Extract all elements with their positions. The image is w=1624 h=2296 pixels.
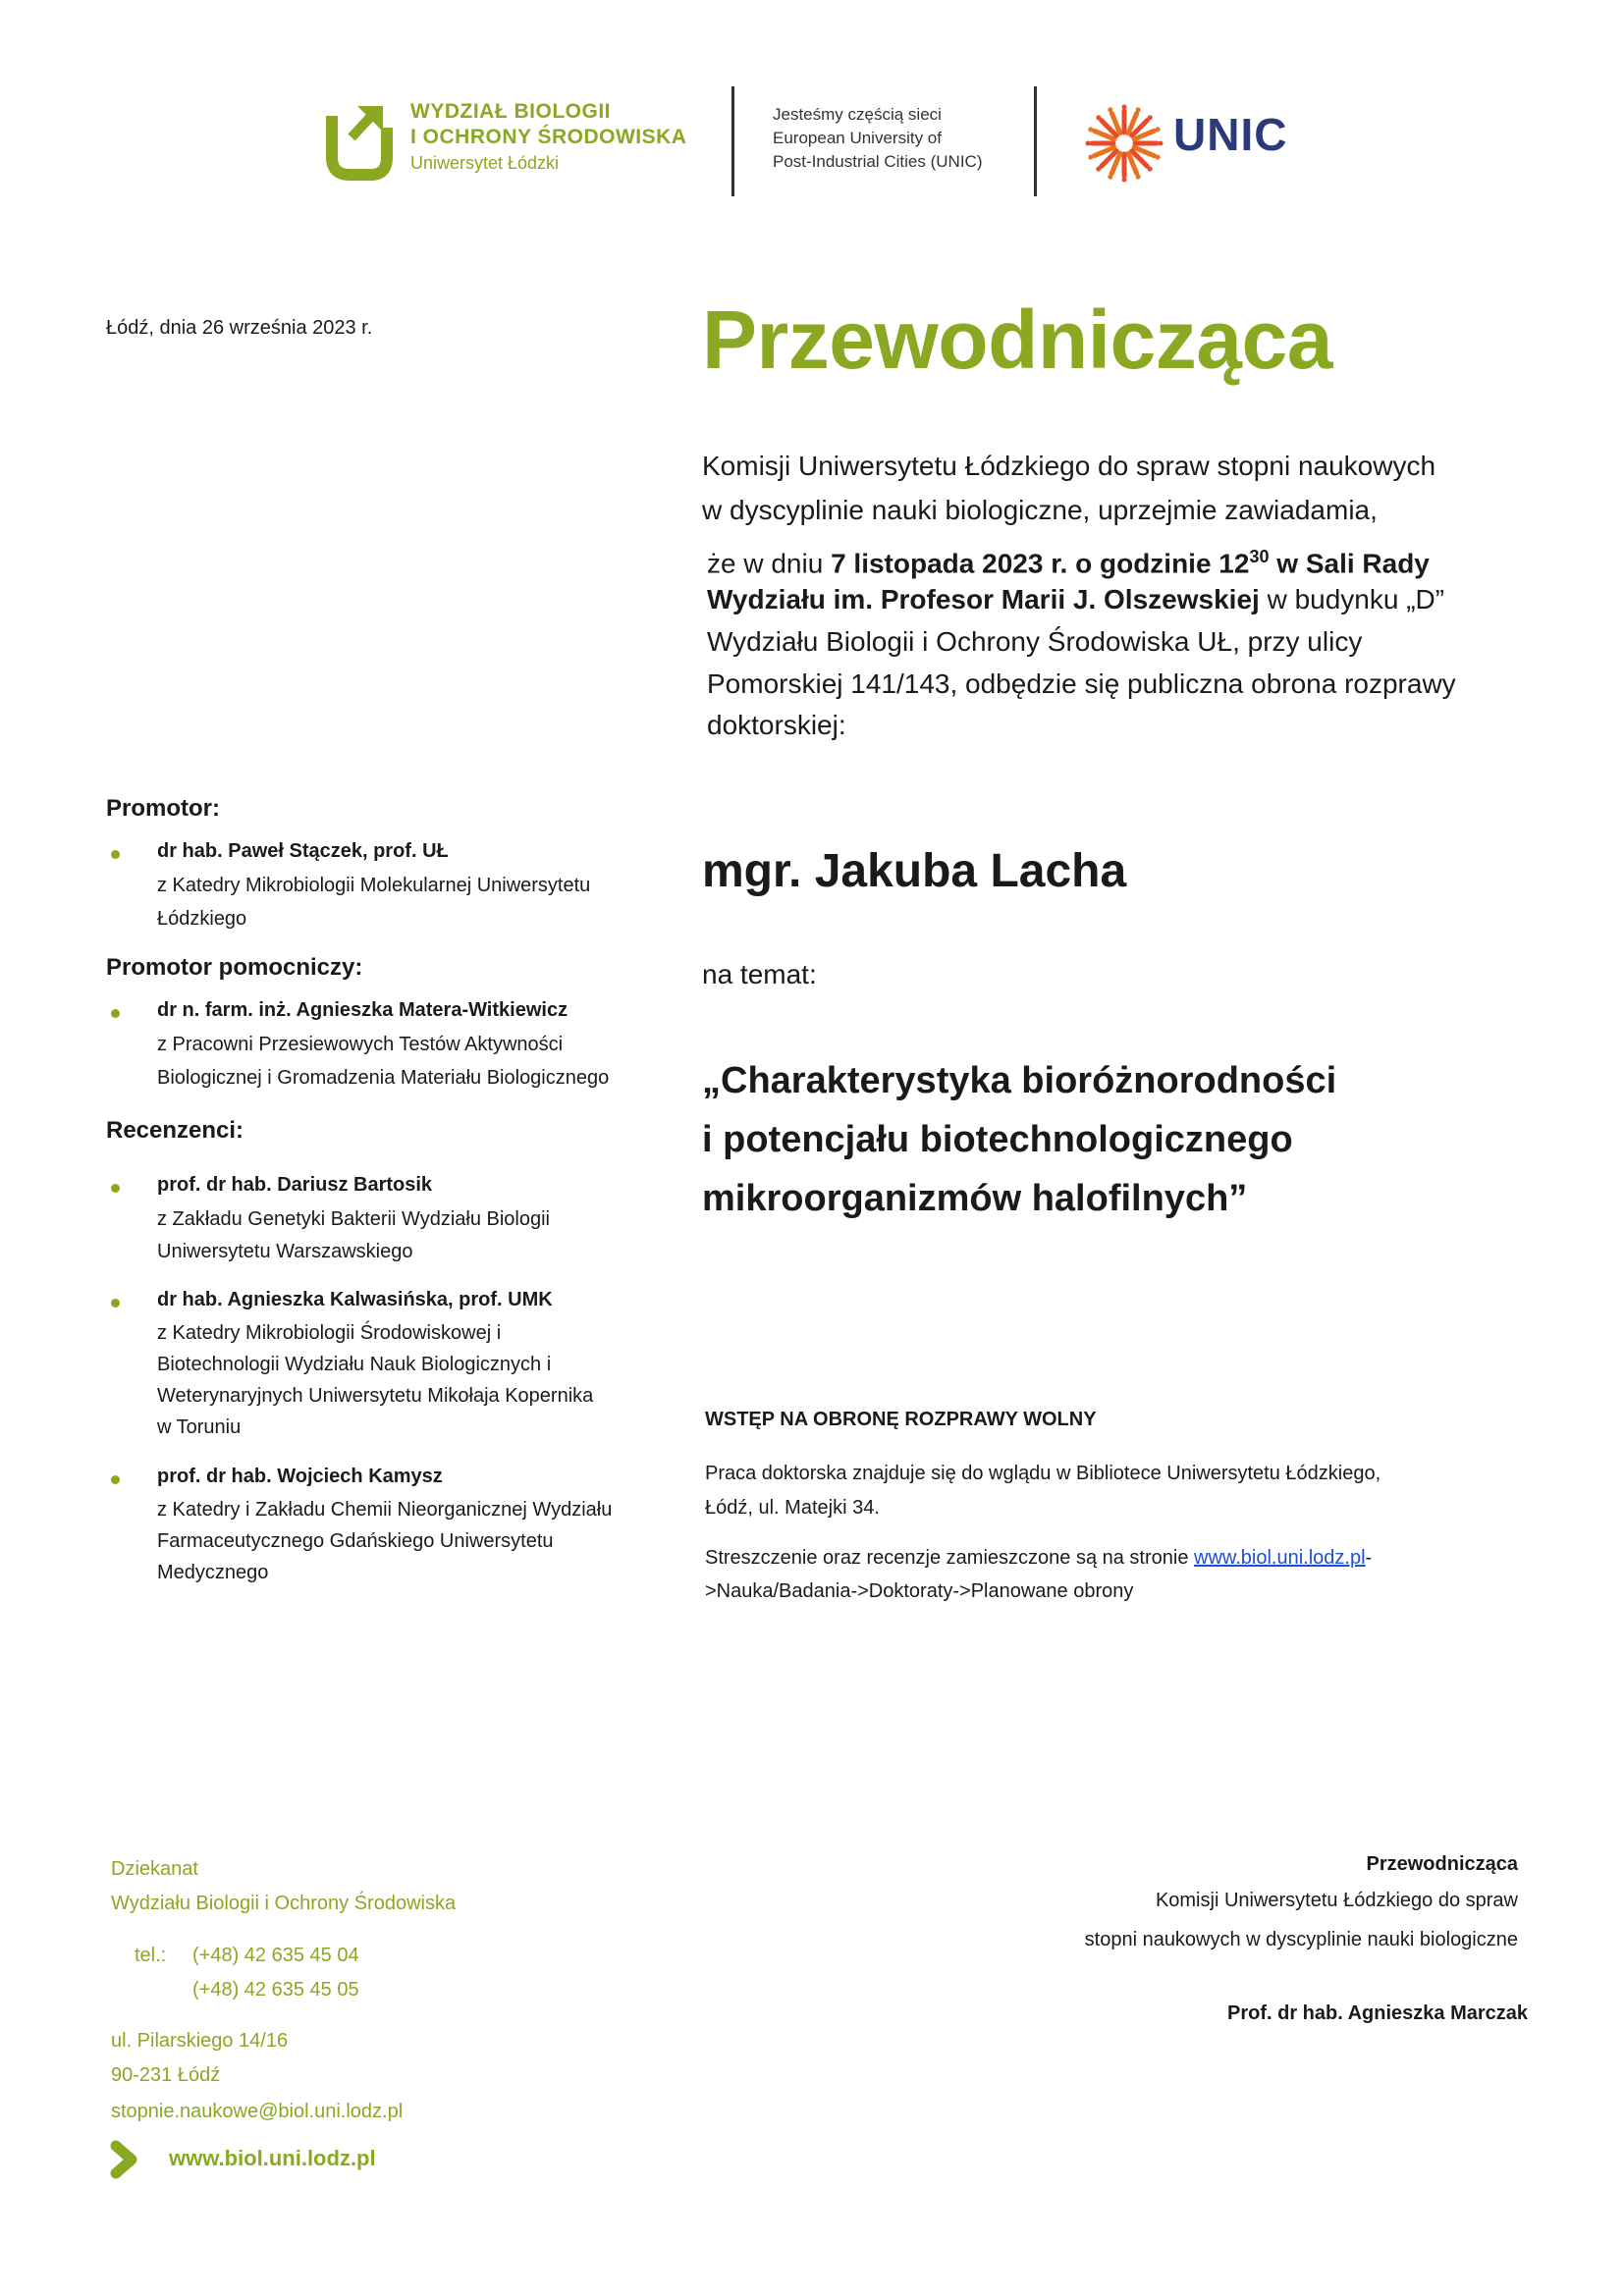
footer-tel-label: tel.: bbox=[135, 1945, 167, 1966]
reviewer-2-affiliation-4: w Toruniu bbox=[157, 1416, 242, 1438]
thesis-availability-line-1: Praca doktorska znajduje się do wglądu w Bibliotece Uniwersytetu Łódzkiego, bbox=[705, 1463, 1381, 1484]
reviewers-heading: Recenzenci: bbox=[106, 1117, 244, 1144]
thesis-title-line-2: i potencjału biotechnologicznego bbox=[702, 1119, 1293, 1160]
faculty-name-line2: I OCHRONY ŚRODOWISKA bbox=[410, 126, 687, 148]
intro-line-3 bbox=[707, 540, 1430, 580]
assistant-affiliation-1: z Pracowni Przesiewowych Testów Aktywności bbox=[157, 1034, 564, 1055]
reviewer-1-affiliation-1: z Zakładu Genetyki Bakterii Wydziału Biologii bbox=[157, 1208, 550, 1230]
university-name: Uniwersytet Łódzki bbox=[410, 153, 560, 173]
intro-line-7: doktorskiej: bbox=[707, 710, 846, 740]
footer-faculty-name: Wydziału Biologii i Ochrony Środowiska bbox=[111, 1893, 457, 1914]
bullet-icon bbox=[111, 1184, 120, 1193]
thesis-title-line-1: „Charakterystyka bioróżnorodności bbox=[702, 1060, 1337, 1101]
header-divider-2 bbox=[1034, 86, 1037, 196]
assistant-promotor-heading: Promotor pomocniczy: bbox=[106, 954, 363, 981]
reviewer-2-affiliation-1: z Katedry Mikrobiologii Środowiskowej i bbox=[157, 1322, 502, 1344]
signature-commission-line-2: stopni naukowych w dyscyplinie nauki biologiczne bbox=[1084, 1929, 1518, 1950]
unic-logo-text: UNIC bbox=[1173, 109, 1288, 160]
unic-line-2: European University of bbox=[773, 129, 942, 147]
unic-line-1: Jesteśmy częścią sieci bbox=[773, 105, 942, 124]
intro-line-4 bbox=[707, 583, 1444, 616]
reviewer-1-affiliation-2: Uniwersytetu Warszawskiego bbox=[157, 1241, 413, 1262]
candidate-name: mgr. Jakuba Lacha bbox=[702, 845, 1127, 897]
thesis-title-line-3: mikroorganizmów halofilnych” bbox=[702, 1178, 1248, 1219]
defense-time-minutes: 30 bbox=[1249, 547, 1270, 566]
unic-line-3: Post-Industrial Cities (UNIC) bbox=[773, 152, 983, 171]
bullet-icon bbox=[111, 850, 120, 859]
summary-prefix: Streszczenie oraz recenzje zamieszczone są na stronie bbox=[705, 1547, 1195, 1569]
faculty-name-line1: WYDZIAŁ BIOLOGII bbox=[410, 100, 611, 123]
intro-line-6: Pomorskiej 141/143, odbędzie się publiczna obrona rozprawy bbox=[707, 668, 1456, 699]
unic-membership-text bbox=[773, 103, 983, 174]
free-entry-note: WSTĘP NA OBRONĘ ROZPRAWY WOLNY bbox=[705, 1409, 1097, 1430]
reviewer-3-affiliation-3: Medycznego bbox=[157, 1562, 269, 1583]
assistant-promotor-name: dr n. farm. inż. Agnieszka Matera-Witkiewicz bbox=[157, 999, 568, 1021]
date-line: Łódź, dnia 26 września 2023 r. bbox=[106, 317, 373, 339]
signature-title: Przewodnicząca bbox=[1366, 1853, 1518, 1875]
thesis-availability-line-2: Łódź, ul. Matejki 34. bbox=[705, 1497, 880, 1519]
signature-commission-line-1: Komisji Uniwersytetu Łódzkiego do spraw bbox=[1155, 1890, 1518, 1911]
footer-phone-1: (+48) 42 635 45 04 bbox=[192, 1945, 359, 1966]
faculty-logo-icon bbox=[324, 98, 395, 181]
bullet-icon bbox=[111, 1299, 120, 1308]
reviewer-3-name: prof. dr hab. Wojciech Kamysz bbox=[157, 1466, 443, 1487]
intro-line-3-prefix: że w dniu bbox=[707, 548, 832, 579]
intro-line-5: Wydziału Biologii i Ochrony Środowiska UŁ, przy ulicy bbox=[707, 626, 1363, 657]
footer-address-city: 90-231 Łódź bbox=[111, 2064, 221, 2086]
reviewer-2-affiliation-3: Weterynaryjnych Uniwersytetu Mikołaja Kopernika bbox=[157, 1385, 594, 1407]
bullet-icon bbox=[111, 1009, 120, 1018]
summary-line-1 bbox=[705, 1541, 1372, 1575]
faculty-logo bbox=[324, 98, 697, 187]
promotor-affiliation-2: Łódzkiego bbox=[157, 908, 247, 930]
assistant-affiliation-2: Biologicznej i Gromadzenia Materiału Biologicznego bbox=[157, 1067, 610, 1089]
defense-date: 7 listopada 2023 r. o godzinie 12 bbox=[831, 548, 1250, 579]
signatory-name: Prof. dr hab. Agnieszka Marczak bbox=[1226, 2002, 1528, 2024]
footer-website-link[interactable]: www.biol.uni.lodz.pl bbox=[169, 2146, 376, 2170]
arrow-right-icon bbox=[110, 2140, 145, 2179]
summary-line-2: >Nauka/Badania->Doktoraty->Planowane obrony bbox=[705, 1580, 1134, 1602]
footer-phone-2: (+48) 42 635 45 05 bbox=[192, 1979, 359, 2001]
reviewer-3-affiliation-1: z Katedry i Zakładu Chemii Nieorganicznej Wydziału bbox=[157, 1499, 613, 1521]
promotor-heading: Promotor: bbox=[106, 795, 220, 822]
summary-dash: - bbox=[1365, 1547, 1373, 1569]
reviewer-2-name: dr hab. Agnieszka Kalwasińska, prof. UMK bbox=[157, 1289, 553, 1310]
defense-hall-name: Wydziału im. Profesor Marii J. Olszewskiej bbox=[707, 584, 1260, 614]
reviewer-1-name: prof. dr hab. Dariusz Bartosik bbox=[157, 1174, 433, 1196]
footer-email[interactable]: stopnie.naukowe@biol.uni.lodz.pl bbox=[111, 2101, 404, 2122]
faculty-website-link[interactable]: www.biol.uni.lodz.pl bbox=[1194, 1547, 1366, 1569]
promotor-affiliation-1: z Katedry Mikrobiologii Molekularnej Uniwersytetu bbox=[157, 875, 591, 896]
bullet-icon bbox=[111, 1475, 120, 1484]
topic-label: na temat: bbox=[702, 959, 817, 989]
header-divider-1 bbox=[731, 86, 734, 196]
reviewer-3-affiliation-2: Farmaceutycznego Gdańskiego Uniwersytetu bbox=[157, 1530, 554, 1552]
promotor-name: dr hab. Paweł Stączek, prof. UŁ bbox=[157, 840, 449, 862]
page-title: Przewodnicząca bbox=[702, 294, 1332, 386]
defense-room: w Sali Rady bbox=[1269, 548, 1430, 579]
intro-line-2: w dyscyplinie nauki biologiczne, uprzejmie zawiadamia, bbox=[702, 495, 1378, 525]
intro-building: w budynku „D” bbox=[1259, 584, 1445, 614]
footer-address-street: ul. Pilarskiego 14/16 bbox=[111, 2030, 289, 2052]
footer-dean-office: Dziekanat bbox=[111, 1858, 198, 1880]
intro-line-1: Komisji Uniwersytetu Łódzkiego do spraw stopni naukowych bbox=[702, 451, 1436, 481]
reviewer-2-affiliation-2: Biotechnologii Wydziału Nauk Biologicznych i bbox=[157, 1354, 552, 1375]
unic-sunburst-icon bbox=[1085, 104, 1164, 183]
